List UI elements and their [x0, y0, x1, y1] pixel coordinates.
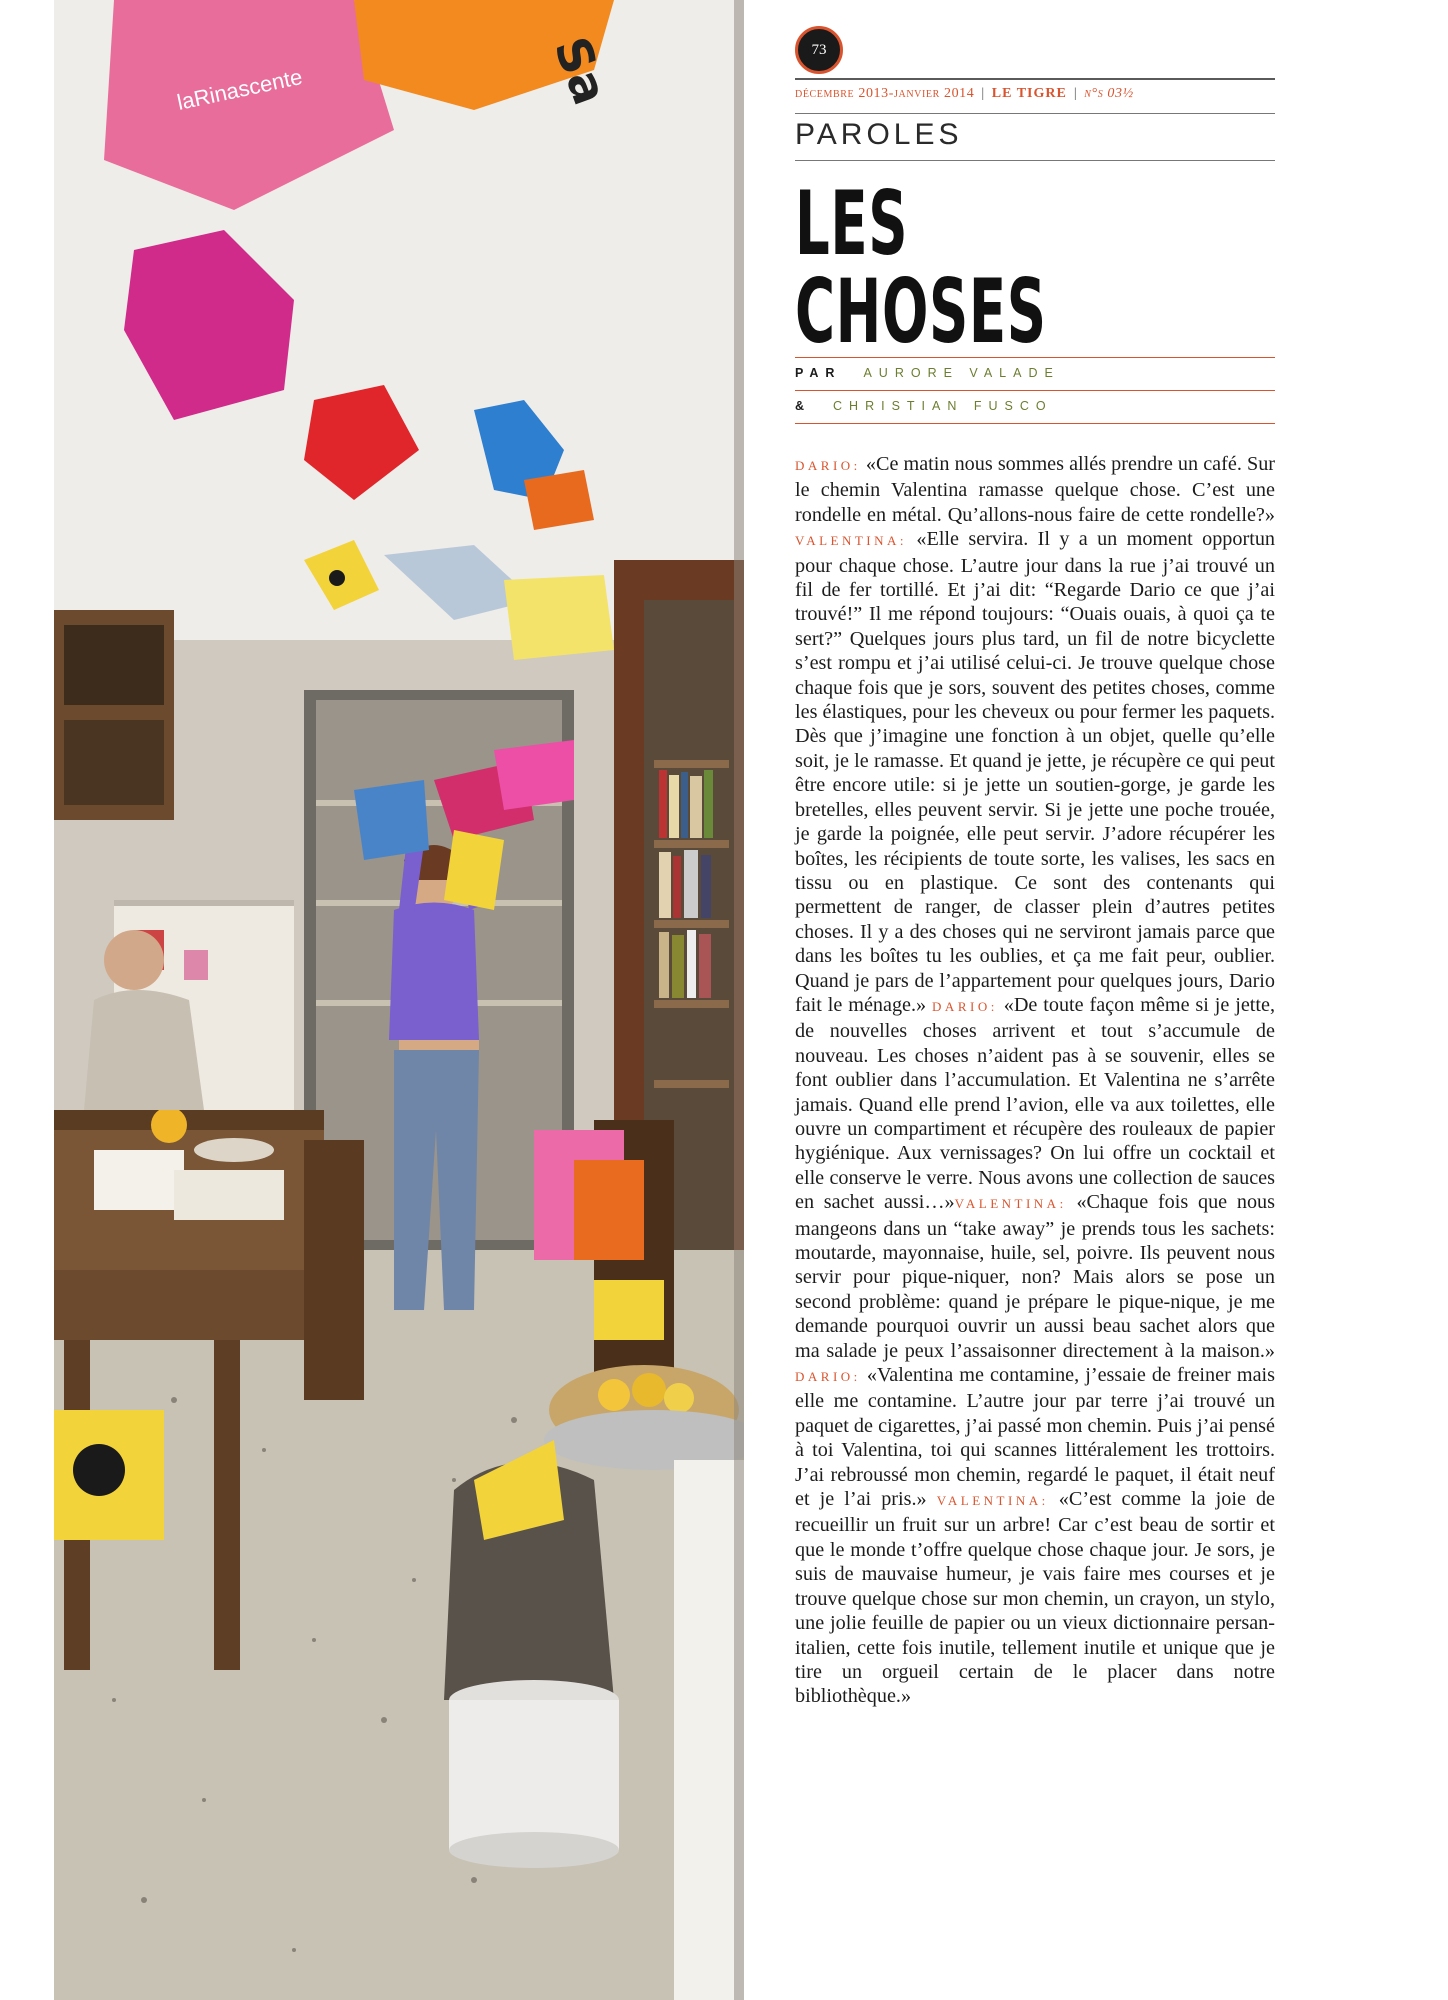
byline-label-par: PAR: [795, 366, 842, 380]
interview-p4: «Chaque fois que nous mangeons dans un “take away” je prends tous les sachets: moutarde, mayonnaise, huile, sel, poivre. Ils peuvent nous servir pour pique-niquer, non? Mais alors se pose un second problème: quand je prépare le pique-nique, je me demande pourquoi ouvrir un aussi beau sachet alors que ma salade je peux l’assaisonner directement à la maison.»: [795, 1191, 1276, 1362]
interview-p1: «Ce matin nous sommes allés prendre un café. Sur le chemin Valentina ramasse quelque chose. C’est une rondelle en métal. Qu’allons-nous faire de cette rondelle?»: [795, 453, 1276, 526]
speaker-label-dario: DARIO:: [795, 458, 861, 473]
issue-line: [795, 86, 1134, 102]
article-column: [795, 0, 1275, 2000]
separator: |: [1073, 86, 1078, 101]
byline-rule-1: [795, 357, 1275, 358]
speaker-label-valentina: VALENTINA:: [954, 1196, 1067, 1212]
interview-p6: «C’est comme la joie de recueillir un fruit sur un arbre! Car c’est beau de sortir et que le monde t’offre quelque chose chaque jour. Je sors, je suis de mauvaise humeur, je vais faire mes courses et je trouve quelque chose sur mon chemin, un crayon, un stylo, une jolie feuille de papier ou un vieux dictionnaire persan-italien, cette fois inutile, tellement inutile et unique que je tire un orgueil certain de le placer dans notre bibliothèque.»: [795, 1488, 1276, 1708]
interview-body: [795, 452, 1275, 1709]
photo-kitchen-hoarding: [54, 0, 744, 2000]
speaker-label-dario: DARIO:: [795, 1369, 861, 1385]
title-line-2: CHOSES: [795, 260, 1047, 363]
byline-rule-2: [795, 390, 1275, 391]
interview-p5: «Valentina me contamine, j’essaie de freiner mais elle me contamine. L’autre jour par terre j’ai trouvé un paquet de cigarettes, j’ai passé mon chemin. Puis j’ai pensé à toi Valentina, toi qui scannes littéralement les trottoirs. J’ai rebroussé mon chemin, regardé le paquet, il était neuf et je l’ai pris.»: [795, 1364, 1276, 1511]
interview-p2: «Elle servira. Il y a un moment opportun pour chaque chose. L’autre jour dans la rue j’ai trouvé un fil de fer tortillé. Et j’ai dit: “Regarde Dario ce que j’ai trouvé!” Il me répond toujours: “Ouais ouais, à quoi ça te sert?” Quelques jours plus tard, un fil de notre bicyclette s’est rompu et j’ai utilisé celui-ci. Je trouve quelque chose chaque fois que je sors, souvent des petites choses, comme les élastiques, pour les cheveux ou pour fermer les paquets. Dès que j’imagine une fonction à un objet, quelle qu’elle soit, je le ramasse. Et quand je jette, je récupère ce qui peut être encore utile: si je jette un soutien-gorge, je garde les bretelles, elles peuvent servir. Si je jette une poche trouée, je garde la poignée, elle peut servir. J’adore récupérer les boîtes, les récipients de toute sorte, les valises, les sacs en tissu ou en plastique. Ce sont des contenants qui permettent de ranger, de classer plein d’autres petites choses. Il y a des choses qui ne serviront jamais parce que dans les boîtes tu les oublies, et ça me fait peur, oublier. Quand je pars de l’appartement pour quelques jours, Dario fait le ménage.»: [795, 528, 1276, 1016]
header-rule-top: [795, 78, 1275, 80]
article-title: [795, 172, 1047, 363]
author-name-2: CHRISTIAN FUSCO: [833, 399, 1053, 413]
byline-label-and: &: [795, 399, 812, 413]
speaker-label-valentina: VALENTINA:: [795, 533, 908, 549]
bag-brand-text: laRinascente: [174, 63, 305, 115]
section-rubric: PAROLES: [795, 118, 963, 151]
page-number-badge: 73: [795, 26, 843, 74]
rubric-rule: [795, 160, 1275, 161]
byline-author-2: [795, 399, 1053, 413]
bag-letters-text: Sa: [542, 29, 619, 113]
speaker-label-dario: DARIO:: [932, 998, 998, 1014]
byline-author-1: [795, 366, 1060, 380]
author-name-1: AURORE VALADE: [863, 366, 1060, 380]
speaker-label-valentina: VALENTINA:: [936, 1493, 1049, 1509]
interview-p3: «De toute façon même si je jette, de nouvelles choses arrivent et tout s’accumule de nouveau. Les choses n’aident pas à se souvenir, elles se font oublier dans l’accumulation. Et Valentina ne s’arrête jamais. Quand elle prend l’avion, elle va aux toilettes, elle ouvre un compartiment et récupère des rouleaux de papier hygiénique. Aux vernissages? On lui offre un cocktail et elle conserve le verre. Nous avons une collection de sauces en sachet aussi…»: [795, 993, 1276, 1214]
magazine-name: LE TIGRE: [991, 86, 1067, 101]
issue-number: n°s 03½: [1084, 86, 1134, 101]
issue-date: décembre 2013-janvier 2014: [795, 86, 975, 101]
separator: |: [981, 86, 985, 101]
title-line-1: LES: [795, 172, 909, 275]
header-rule-mid: [795, 113, 1275, 114]
photo-illustration: [54, 0, 744, 2000]
byline-rule-3: [795, 423, 1275, 424]
